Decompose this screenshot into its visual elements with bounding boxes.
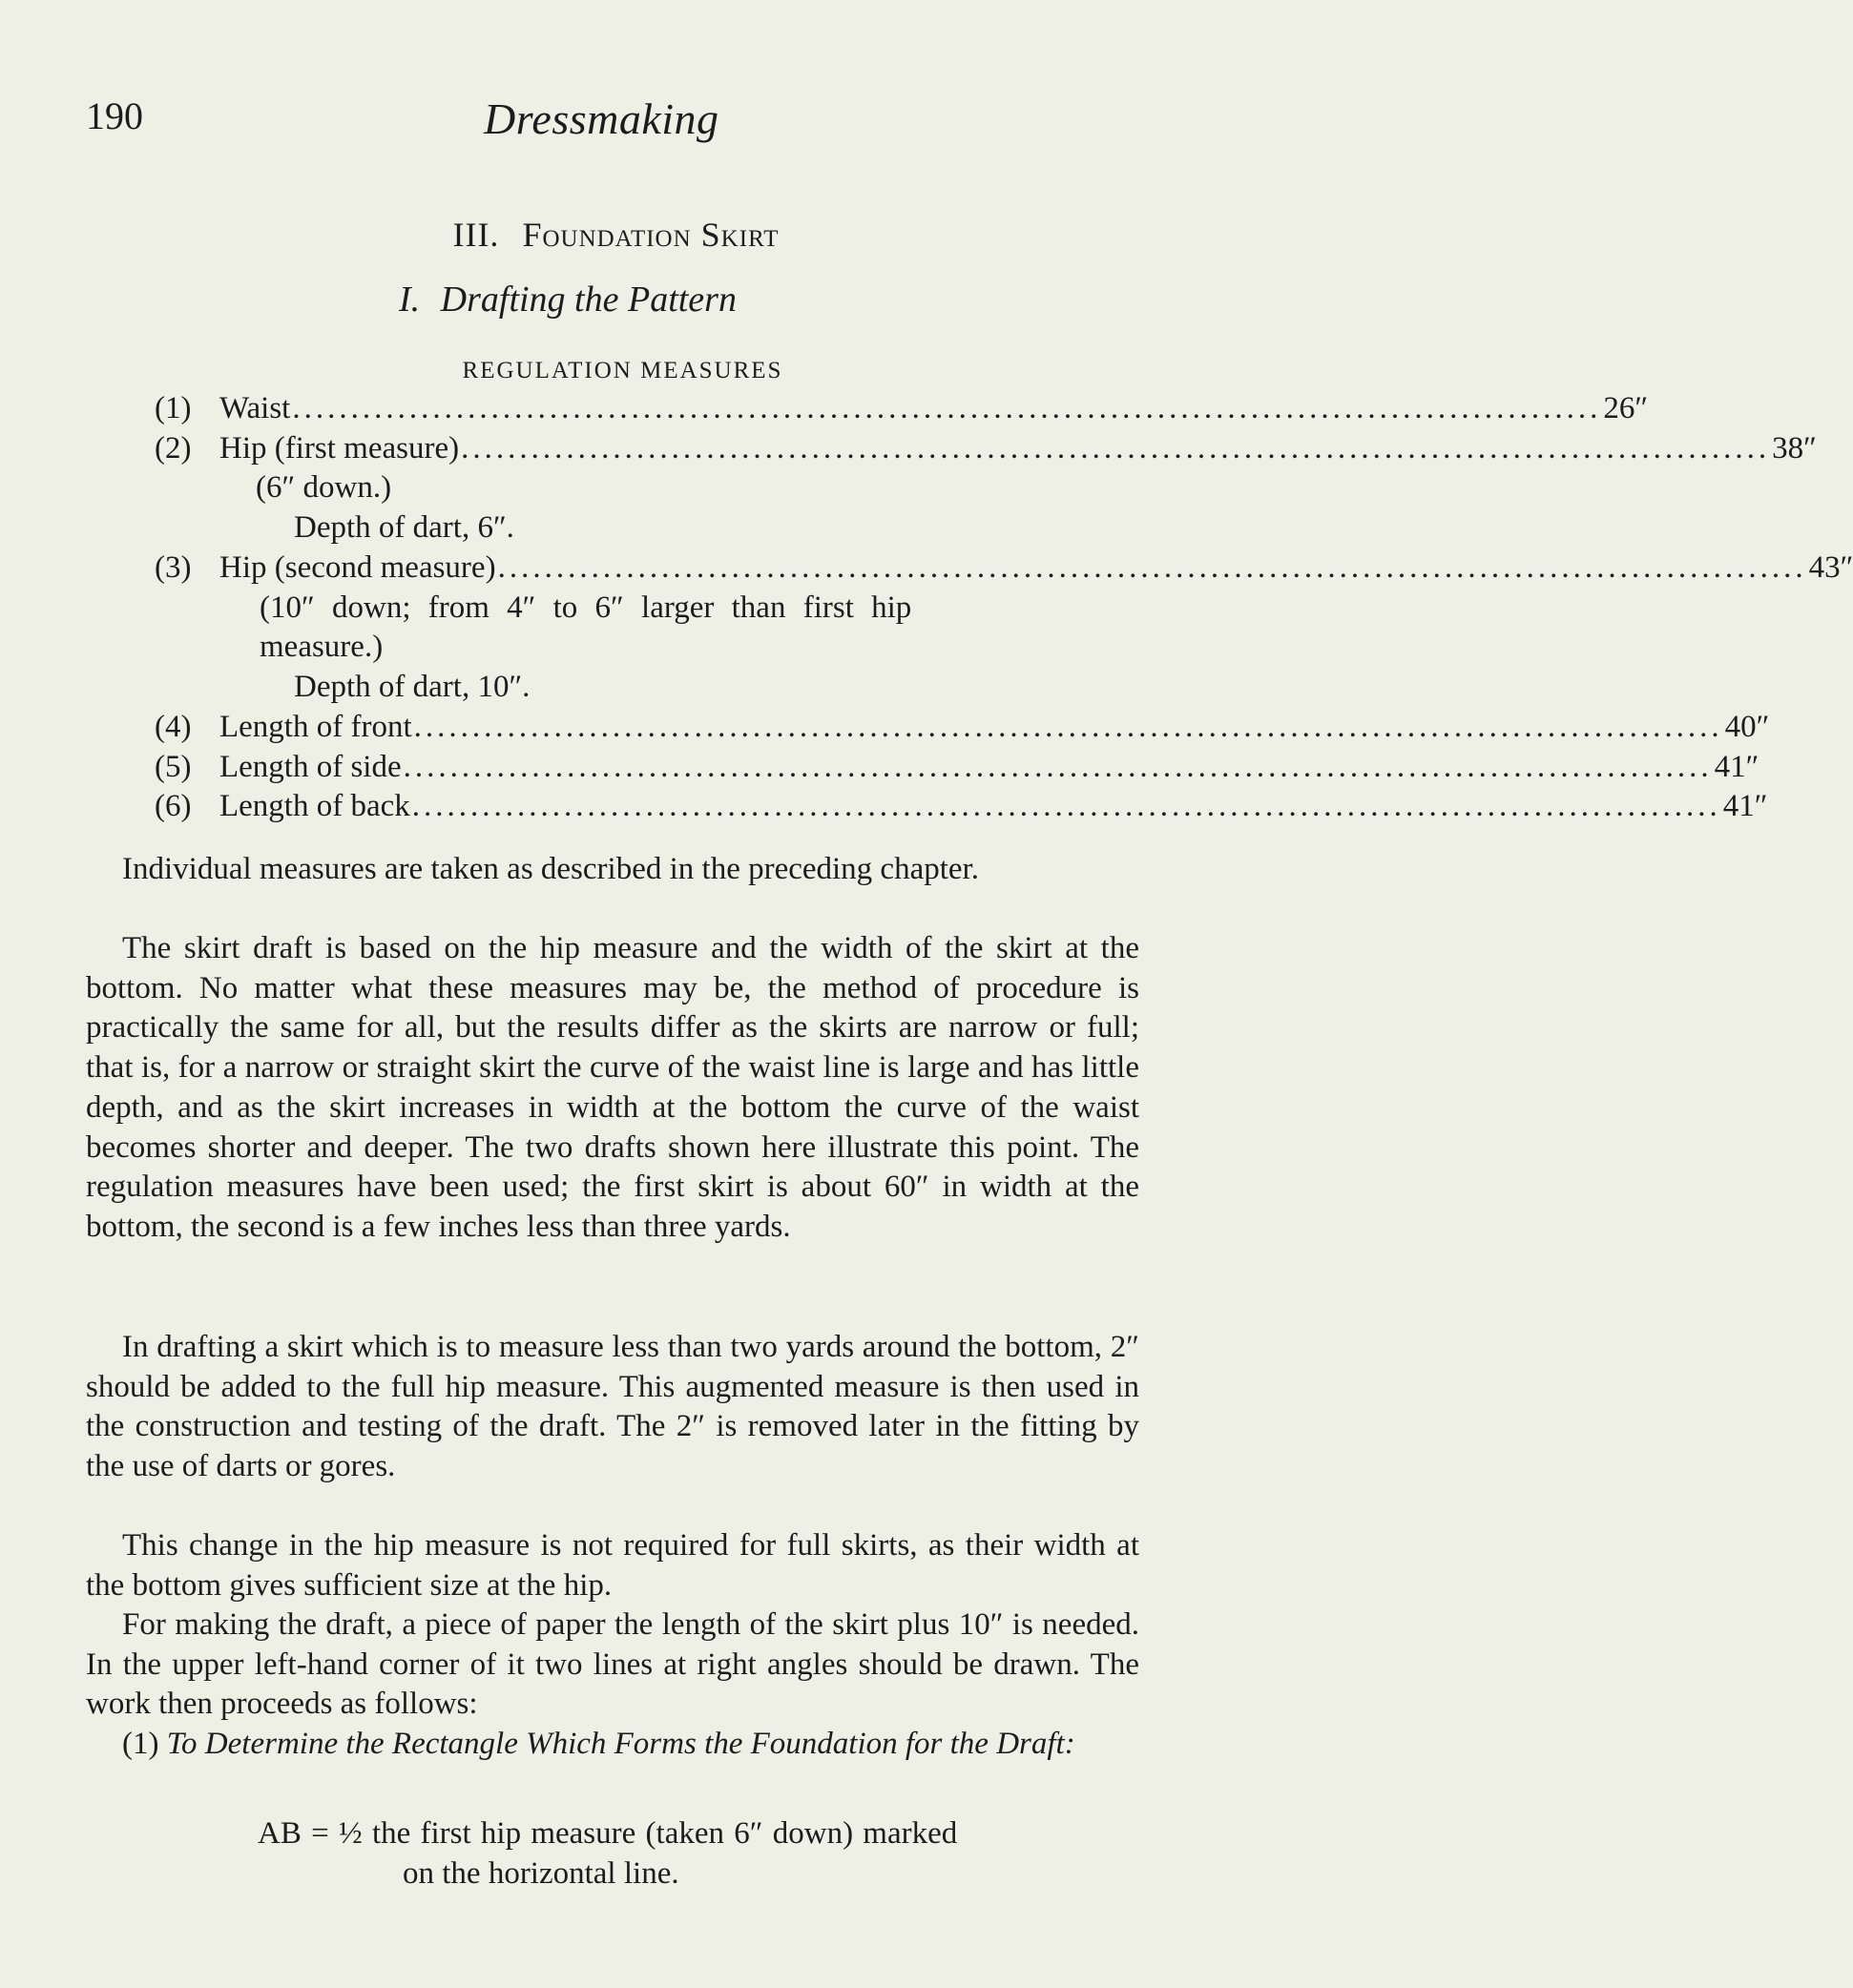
leader-dots: ................................................................................................................ <box>411 789 1721 823</box>
measure-label: Length of front <box>219 710 412 744</box>
body-paragraph: For making the draft, a piece of paper the length of the skirt plus 10″ is needed. In the upper left-hand corner of it two lines at right angles should be drawn. The work then proceeds as follows: <box>86 1607 1139 1722</box>
measure-number: (1) <box>155 391 192 425</box>
page-number: 190 <box>86 94 143 137</box>
leader-dots: ................................................................................................................ <box>497 550 1807 585</box>
measure-number: (6) <box>155 789 192 823</box>
page-header <box>86 93 1135 151</box>
section-title <box>0 215 1232 255</box>
leader-dots: ................................................................................................................ <box>413 710 1723 744</box>
ab-definition <box>258 1814 1139 1894</box>
subsection-number: I. <box>399 280 421 320</box>
measure-line <box>155 548 1853 588</box>
body-paragraph: The skirt draft is based on the hip measure and the width of the skirt at the bottom. No matter what these measures may be, the method of procedure is practically the same for all, but the results differ as the skirts are narrow or full; that is, for a narrow or straight skirt the curve of the waist line is large and has little depth, and as the skirt increases in width at the bottom the curve of the waist becomes shorter and deeper. The two drafts shown here illustrate this point. The regulation measures have been used; the first skirt is about 60″ in width at the bottom, the second is a few inches less than three yards. <box>86 931 1139 1244</box>
step-heading <box>86 1725 1139 1765</box>
measure-value: 43″ <box>1808 550 1853 585</box>
leader-dots: ................................................................................................................ <box>403 750 1713 784</box>
measure-line <box>155 747 1759 787</box>
measure-label: Length of side <box>219 750 402 784</box>
ab-line-1: AB = ½ the first hip measure (taken 6″ down) marked <box>258 1816 958 1851</box>
measure-label: Waist <box>219 391 291 425</box>
measure-line <box>155 707 1770 747</box>
measure-number: (5) <box>155 750 192 784</box>
measure-line <box>155 428 1817 468</box>
measure-line <box>155 388 1649 428</box>
measure-number: (4) <box>155 710 192 744</box>
body-paragraph: This change in the hip measure is not required for full skirts, as their width at the bottom gives sufficient size at the hip. <box>86 1528 1139 1603</box>
leader-dots: ................................................................................................................ <box>461 431 1771 466</box>
step-number: (1) <box>122 1727 159 1761</box>
measure-note: Depth of dart, 10″. <box>294 670 531 704</box>
measures-heading: REGULATION MEASURES <box>462 358 783 383</box>
section-name: Foundation Skirt <box>522 216 780 254</box>
measure-note: (6″ down.) <box>256 470 392 505</box>
measure-note: measure.) <box>260 630 384 664</box>
leader-dots: ................................................................................................................ <box>292 391 1602 425</box>
measure-value: 26″ <box>1603 391 1649 425</box>
measure-label: Hip (first measure) <box>219 431 460 466</box>
measure-value: 41″ <box>1722 789 1768 823</box>
measure-number: (3) <box>155 550 192 585</box>
measure-value: 40″ <box>1724 710 1770 744</box>
measure-line <box>155 786 1768 826</box>
section-number: III. <box>452 216 500 254</box>
measure-value: 38″ <box>1772 431 1817 466</box>
measure-value: 41″ <box>1714 750 1759 784</box>
subsection-name: Drafting the Pattern <box>440 280 737 320</box>
measure-note: (10″ down; from 4″ to 6″ larger than first hip <box>260 590 912 625</box>
subsection-title <box>399 279 737 321</box>
running-title: Dressmaking <box>484 94 719 143</box>
ab-line-2: on the horizontal line. <box>403 1855 679 1891</box>
measure-label: Length of back <box>219 789 410 823</box>
body-paragraph: In drafting a skirt which is to measure less than two yards around the bottom, 2″ should be added to the full hip measure. This augmented measure is then used in the construction and testing of the draft. The 2″ is removed later in the fitting by the use of darts or gores. <box>86 1330 1139 1484</box>
measure-number: (2) <box>155 431 192 466</box>
measure-note: Depth of dart, 6″. <box>294 510 514 545</box>
body-paragraph: Individual measures are taken as described in the preceding chapter. <box>122 852 979 886</box>
measure-label: Hip (second measure) <box>219 550 496 585</box>
step-title: To Determine the Rectangle Which Forms the Foundation for the Draft: <box>166 1727 1075 1761</box>
